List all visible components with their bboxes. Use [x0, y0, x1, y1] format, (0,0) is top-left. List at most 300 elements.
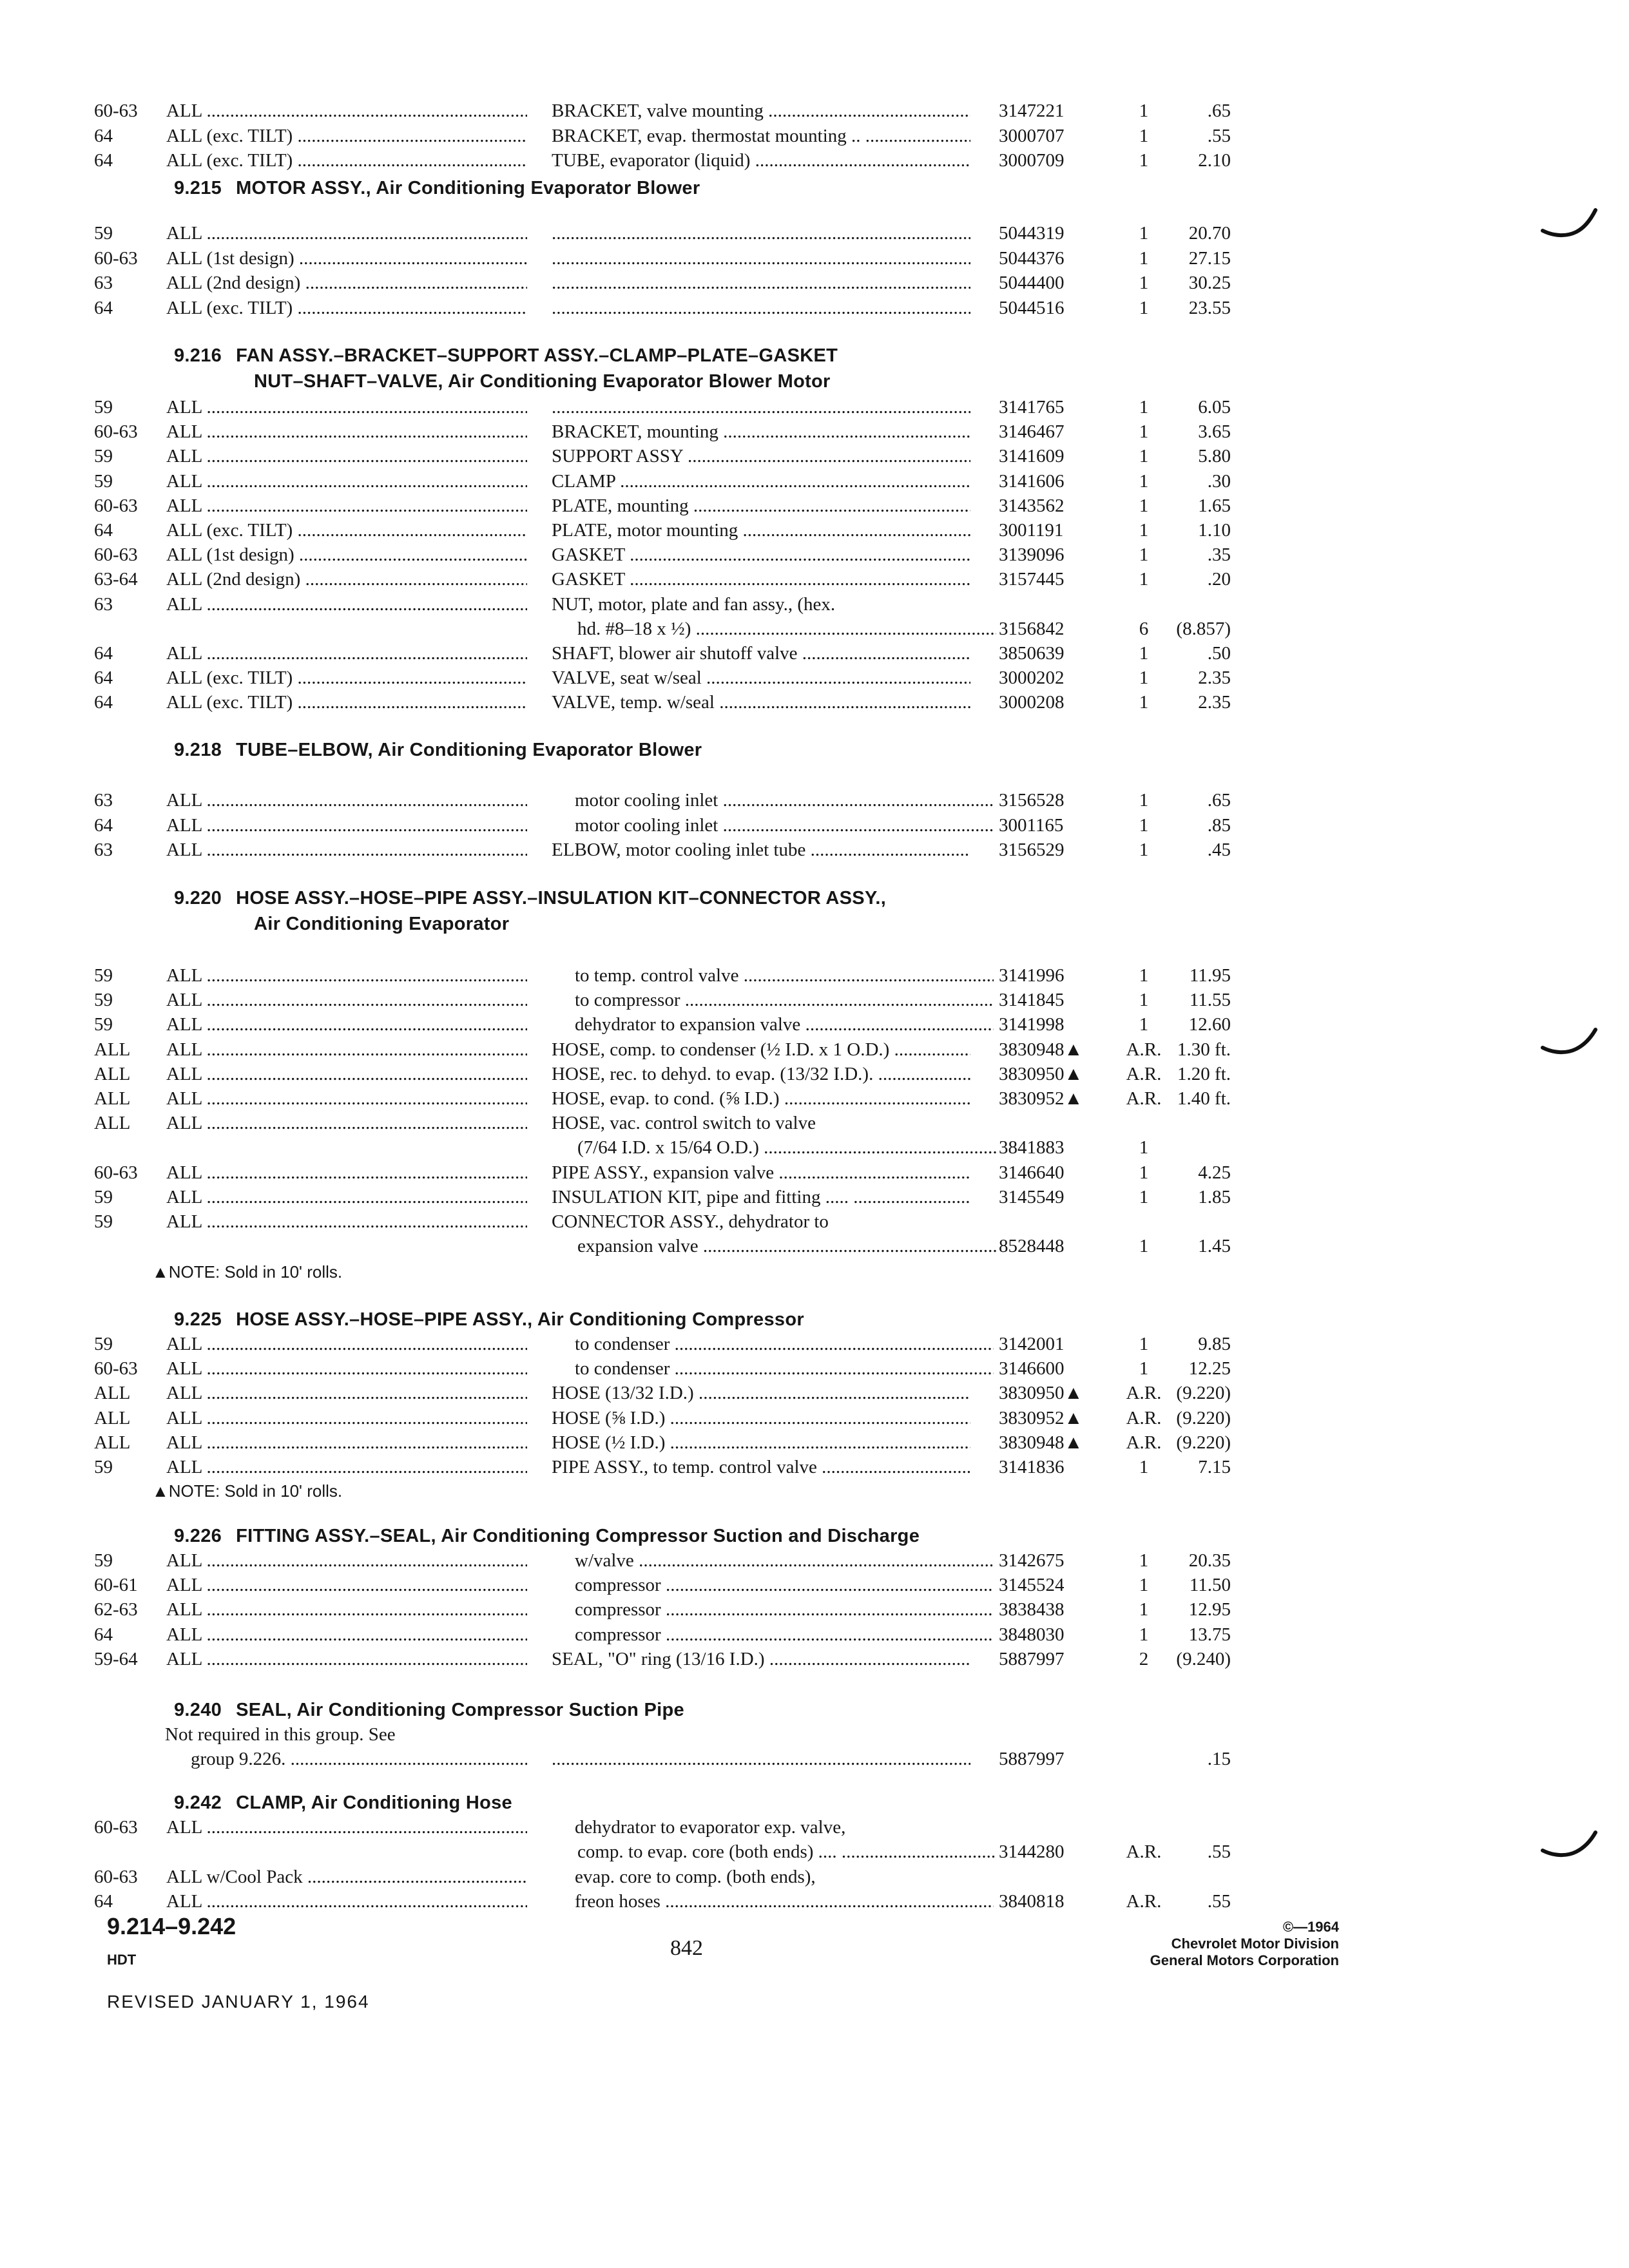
- quantity: 1: [1139, 643, 1149, 664]
- table-row: [0, 691, 1629, 714]
- model-application: ALL .....: [166, 1357, 527, 1380]
- quantity: 1: [1139, 495, 1149, 516]
- quantity: A.R.: [1126, 1890, 1162, 1912]
- part-number: 3830948▲: [999, 1039, 1083, 1060]
- part-description: HOSE (⅝ I.D.) .....: [552, 1407, 970, 1430]
- part-number: 3001191: [999, 520, 1064, 541]
- part-description: to condenser .....: [552, 1357, 994, 1380]
- part-number: 3146600: [999, 1358, 1065, 1379]
- model-application: ALL .....: [166, 1111, 527, 1135]
- model-application: ALL .....: [166, 789, 527, 812]
- model-application: ALL .....: [166, 1087, 527, 1110]
- part-description: HOSE (½ I.D.) .....: [552, 1431, 970, 1454]
- part-number: 3840818: [999, 1890, 1065, 1912]
- model-year: 60-63: [94, 1817, 138, 1838]
- part-number: 3139096: [999, 544, 1065, 566]
- table-row: [0, 494, 1629, 517]
- part-description: freon hoses .....: [552, 1890, 994, 1913]
- corporation-name: General Motors Corporation: [1150, 1952, 1339, 1968]
- quantity: 2: [1139, 1648, 1149, 1669]
- group-number: 9.225: [174, 1309, 222, 1330]
- part-number: 3830950▲: [999, 1063, 1083, 1084]
- model-year: 62-63: [94, 1599, 138, 1620]
- group-heading-9-215: [174, 175, 700, 201]
- model-application: ALL .....: [166, 1549, 527, 1572]
- table-row: [0, 124, 1629, 148]
- group-heading-9-218: [174, 737, 702, 763]
- leader-dots: [552, 1747, 970, 1771]
- model-application: ALL .....: [166, 494, 527, 517]
- table-row: [0, 593, 1629, 616]
- price: 4.25: [1198, 1162, 1231, 1183]
- price: 6.05: [1198, 397, 1231, 418]
- quantity: 1: [1139, 1186, 1149, 1207]
- model-application: ALL .....: [166, 1573, 527, 1597]
- table-row: [0, 1210, 1629, 1233]
- model-application: ALL (exc. TILT) .....: [166, 666, 527, 689]
- part-number: 5887997: [999, 1648, 1065, 1669]
- quantity: 1: [1139, 247, 1149, 269]
- part-description: VALVE, seat w/seal .....: [552, 666, 970, 689]
- quantity: 1: [1139, 1236, 1149, 1257]
- part-number: 3141606: [999, 470, 1065, 492]
- table-row: [0, 1623, 1629, 1646]
- price: .35: [1207, 544, 1231, 566]
- part-description: HOSE, rec. to dehyd. to evap. (13/32 I.D.). .....: [552, 1062, 970, 1086]
- model-year: ALL: [94, 1407, 131, 1428]
- price: (8.857): [1176, 618, 1231, 639]
- table-row: [0, 1161, 1629, 1184]
- part-number: 3000202: [999, 668, 1065, 689]
- part-number: 3838438: [999, 1599, 1065, 1620]
- table-row: [0, 642, 1629, 665]
- quantity: 1: [1139, 1014, 1149, 1035]
- note-text: ▲NOTE: Sold in 10' rolls.: [152, 1481, 343, 1501]
- division-name: Chevrolet Motor Division: [1171, 1936, 1339, 1952]
- table-row: [0, 838, 1629, 861]
- part-description: VALVE, temp. w/seal .....: [552, 691, 970, 714]
- table-row: [0, 222, 1629, 245]
- price: .30: [1207, 470, 1231, 492]
- check-mark-icon: [1540, 1024, 1598, 1063]
- model-year: 60-63: [94, 544, 138, 566]
- table-row: [0, 617, 1629, 640]
- price: .50: [1207, 643, 1231, 664]
- table-row: [0, 470, 1629, 493]
- model-year: 64: [94, 520, 113, 541]
- part-number: 3000709: [999, 150, 1065, 171]
- model-year: 59: [94, 397, 113, 418]
- part-description: PIPE ASSY., to temp. control valve .....: [552, 1456, 970, 1479]
- table-row: [0, 396, 1629, 419]
- part-description: GASKET .....: [552, 543, 970, 566]
- model-application: ALL .....: [166, 470, 527, 493]
- model-year: 59-64: [94, 1648, 138, 1669]
- group-subtitle: Air Conditioning Hose: [311, 1792, 512, 1813]
- quantity: 1: [1139, 990, 1149, 1011]
- group-range: 9.214–9.242: [107, 1913, 236, 1939]
- price: 1.30 ft.: [1177, 1039, 1231, 1060]
- part-number: 3144280: [999, 1841, 1065, 1863]
- table-row: [0, 964, 1629, 987]
- group-9-240-note: [0, 1723, 1629, 1746]
- model-application: ALL (exc. TILT) .....: [166, 519, 527, 542]
- table-row: [0, 519, 1629, 542]
- table-row: [0, 1038, 1629, 1061]
- model-application: ALL .....: [166, 1598, 527, 1621]
- group-number: 9.216: [174, 345, 222, 366]
- part-description: dehydrator to evaporator exp. valve,: [575, 1817, 846, 1838]
- table-row: [0, 296, 1629, 320]
- price: (9.240): [1176, 1648, 1231, 1669]
- price: 1.20 ft.: [1177, 1063, 1231, 1084]
- model-application: ALL .....: [166, 1038, 527, 1061]
- group-subtitle: Air Conditioning Evaporator Blower: [376, 178, 700, 198]
- quantity: A.R.: [1126, 1407, 1162, 1428]
- model-year: 60-63: [94, 247, 138, 269]
- part-number: 3001165: [999, 814, 1064, 836]
- table-row: [0, 1407, 1629, 1430]
- model-year: ALL: [94, 1039, 131, 1060]
- price: .45: [1207, 840, 1231, 860]
- group-number: 9.218: [174, 740, 222, 760]
- part-number: 3156842: [999, 618, 1065, 639]
- table-row: [0, 247, 1629, 270]
- part-description: to condenser .....: [552, 1332, 994, 1356]
- price: 9.85: [1198, 1334, 1231, 1354]
- part-number: 3141609: [999, 446, 1065, 467]
- table-row: [0, 1111, 1629, 1135]
- table-row: [0, 543, 1629, 566]
- quantity: 1: [1139, 692, 1149, 713]
- quantity: 1: [1139, 544, 1149, 566]
- group-title: MOTOR ASSY.,: [236, 178, 371, 198]
- price: 2.10: [1198, 150, 1231, 171]
- part-description: to compressor .....: [552, 988, 994, 1012]
- quantity: 1: [1139, 101, 1149, 121]
- part-description: [552, 247, 970, 270]
- quantity: 1: [1139, 1624, 1149, 1645]
- part-number: 5044400: [999, 273, 1065, 293]
- model-application: ALL .....: [166, 1407, 527, 1430]
- model-application: ALL .....: [166, 814, 527, 837]
- quantity: 1: [1139, 421, 1149, 443]
- part-number: 3141996: [999, 965, 1065, 986]
- part-description: BRACKET, mounting .....: [552, 420, 970, 443]
- part-description: compressor .....: [552, 1598, 994, 1621]
- quantity: 1: [1139, 297, 1149, 318]
- model-year: 64: [94, 125, 113, 146]
- model-year: ALL: [94, 1432, 131, 1453]
- quantity: 1: [1139, 790, 1149, 811]
- model-application: ALL .....: [166, 1816, 527, 1839]
- model-year: 60-63: [94, 1358, 138, 1379]
- group-title: FAN ASSY.–BRACKET–SUPPORT ASSY.–CLAMP–PLATE–GASKET: [236, 345, 838, 366]
- part-description: expansion valve .....: [552, 1235, 996, 1258]
- note-text: group 9.226. .....: [191, 1747, 527, 1771]
- group-subtitle: Air Conditioning Compressor: [537, 1309, 804, 1330]
- part-number: 3141998: [999, 1014, 1065, 1035]
- quantity: 1: [1139, 520, 1149, 541]
- part-description: evap. core to comp. (both ends),: [575, 1866, 816, 1887]
- model-application: ALL .....: [166, 222, 527, 245]
- model-year: 59: [94, 1186, 113, 1207]
- copyright-year: ©—1964: [1282, 1919, 1339, 1935]
- part-number: 5044516: [999, 297, 1065, 318]
- part-description: SHAFT, blower air shutoff valve .....: [552, 642, 970, 665]
- model-year: 59: [94, 446, 113, 467]
- part-number: 3143562: [999, 495, 1065, 516]
- model-application: ALL .....: [166, 1013, 527, 1036]
- table-row: [0, 1816, 1629, 1839]
- table-row: [0, 1332, 1629, 1356]
- part-description: HOSE (13/32 I.D.) .....: [552, 1381, 970, 1405]
- model-application: ALL .....: [166, 1890, 527, 1913]
- model-year: 64: [94, 1624, 113, 1645]
- quantity: 1: [1139, 397, 1149, 418]
- price: 20.70: [1188, 223, 1231, 244]
- group-number: 9.220: [174, 888, 222, 908]
- model-year: 64: [94, 150, 113, 171]
- part-description: TUBE, evaporator (liquid) .....: [552, 149, 970, 172]
- table-row: [0, 1747, 1629, 1771]
- part-description: [552, 222, 970, 245]
- quantity: 1: [1139, 1457, 1149, 1477]
- group-number: 9.240: [174, 1700, 222, 1720]
- price: .55: [1207, 1890, 1231, 1912]
- part-number: 3830952▲: [999, 1407, 1083, 1428]
- table-row: [0, 420, 1629, 443]
- table-row: [0, 271, 1629, 294]
- table-row: [0, 1456, 1629, 1479]
- price: 30.25: [1188, 273, 1231, 293]
- table-row: [0, 666, 1629, 689]
- group-heading-9-226: [174, 1523, 920, 1549]
- copyright-block: [1150, 1919, 1339, 1969]
- price: 12.25: [1188, 1358, 1231, 1379]
- quantity: 1: [1139, 446, 1149, 467]
- model-year: 63: [94, 840, 113, 860]
- part-number: 3830948▲: [999, 1432, 1083, 1453]
- model-year: 60-61: [94, 1575, 138, 1596]
- price: 11.95: [1189, 965, 1231, 986]
- part-number: 3146640: [999, 1162, 1065, 1183]
- part-description: HOSE, comp. to condenser (½ I.D. x 1 O.D.) .....: [552, 1038, 970, 1061]
- part-number: 5044319: [999, 223, 1065, 244]
- price: .65: [1207, 101, 1231, 121]
- model-application: ALL .....: [166, 593, 527, 616]
- model-year: ALL: [94, 1113, 131, 1134]
- model-year: 64: [94, 297, 113, 318]
- price: .65: [1207, 790, 1231, 811]
- model-application: ALL .....: [166, 838, 527, 861]
- price: 12.95: [1188, 1599, 1231, 1620]
- model-application: ALL w/Cool Pack .....: [166, 1865, 527, 1888]
- model-application: ALL .....: [166, 1332, 527, 1356]
- model-year: 59: [94, 1334, 113, 1354]
- table-row: [0, 988, 1629, 1012]
- model-year: 59: [94, 223, 113, 244]
- price: 3.65: [1198, 421, 1231, 443]
- model-application: ALL .....: [166, 1648, 527, 1671]
- price: 2.35: [1198, 692, 1231, 713]
- part-number: 3157445: [999, 569, 1065, 590]
- quantity: A.R.: [1126, 1383, 1162, 1404]
- quantity: 1: [1139, 1599, 1149, 1620]
- part-number: 8528448: [999, 1236, 1065, 1257]
- model-application: ALL .....: [166, 1062, 527, 1086]
- model-application: ALL .....: [166, 1161, 527, 1184]
- part-description: w/valve .....: [552, 1549, 994, 1572]
- table-row: [0, 99, 1629, 122]
- table-row: [0, 1598, 1629, 1621]
- group-heading-9-220-line2: [254, 911, 509, 937]
- model-year: 59: [94, 965, 113, 986]
- part-description: BRACKET, evap. thermostat mounting .. .....: [552, 124, 970, 148]
- part-number: 3000208: [999, 692, 1065, 713]
- model-application: ALL (exc. TILT) .....: [166, 149, 527, 172]
- table-row: [0, 1357, 1629, 1380]
- model-year: 63: [94, 593, 113, 615]
- price: .15: [1207, 1749, 1231, 1769]
- price: .20: [1207, 569, 1231, 590]
- price: .85: [1207, 814, 1231, 836]
- table-row: [0, 149, 1629, 172]
- part-description: SEAL, "O" ring (13/16 I.D.) .....: [552, 1648, 970, 1671]
- quantity: A.R.: [1126, 1841, 1162, 1863]
- model-year: 59: [94, 1014, 113, 1035]
- price: 1.85: [1198, 1186, 1231, 1207]
- price: 23.55: [1188, 297, 1231, 318]
- part-number: 3141845: [999, 990, 1065, 1011]
- part-description: to temp. control valve .....: [552, 964, 994, 987]
- quantity: 1: [1139, 1137, 1149, 1158]
- part-number: 3145524: [999, 1575, 1065, 1596]
- group-subtitle: Air Conditioning Compressor Suction and Discharge: [441, 1526, 920, 1546]
- model-year: ALL: [94, 1063, 131, 1084]
- part-number: 3142001: [999, 1334, 1065, 1354]
- part-number: 5044376: [999, 247, 1065, 269]
- part-description: [552, 296, 970, 320]
- group-heading-9-216-line2: [254, 369, 831, 394]
- part-description: INSULATION KIT, pipe and fitting ..... .....: [552, 1186, 970, 1209]
- model-year: ALL: [94, 1383, 131, 1404]
- quantity: 1: [1139, 1334, 1149, 1354]
- price: .55: [1207, 125, 1231, 146]
- model-year: 60-63: [94, 1162, 138, 1183]
- part-description: CONNECTOR ASSY., dehydrator to: [552, 1211, 829, 1232]
- quantity: A.R.: [1126, 1039, 1162, 1060]
- group-note: [0, 1479, 1629, 1503]
- quantity: 1: [1139, 840, 1149, 860]
- quantity: 1: [1139, 1550, 1149, 1571]
- part-number: 5887997: [999, 1749, 1065, 1769]
- group-title: HOSE ASSY.–HOSE–PIPE ASSY.–INSULATION KIT–CONNECTOR ASSY.,: [236, 888, 887, 908]
- model-application: ALL (1st design) .....: [166, 247, 527, 270]
- model-application: ALL .....: [166, 1456, 527, 1479]
- part-description: (7/64 I.D. x 15/64 O.D.) .....: [552, 1136, 996, 1159]
- quantity: 1: [1139, 569, 1149, 590]
- group-title: HOSE ASSY.–HOSE–PIPE ASSY.,: [236, 1309, 533, 1330]
- part-number: 3141836: [999, 1457, 1065, 1477]
- model-year: 64: [94, 1890, 113, 1912]
- part-number: 3850639: [999, 643, 1065, 664]
- part-description: [552, 271, 970, 294]
- quantity: 1: [1139, 668, 1149, 689]
- model-year: 63: [94, 790, 113, 811]
- price: 1.45: [1198, 1236, 1231, 1257]
- model-year: 59: [94, 1457, 113, 1477]
- model-application: ALL .....: [166, 642, 527, 665]
- table-row: [0, 1186, 1629, 1209]
- part-description: PLATE, motor mounting .....: [552, 519, 970, 542]
- group-title-line2: NUT–SHAFT–VALVE,: [254, 371, 443, 392]
- group-heading-9-220: [174, 885, 886, 911]
- model-application: ALL .....: [166, 988, 527, 1012]
- model-year: 60-63: [94, 1866, 138, 1887]
- quantity: 1: [1139, 470, 1149, 492]
- model-application: ALL (exc. TILT) .....: [166, 124, 527, 148]
- page-number: 842: [670, 1936, 703, 1960]
- catalog-code: HDT: [107, 1952, 137, 1968]
- model-year: 59: [94, 990, 113, 1011]
- group-subtitle: Air Conditioning Evaporator Blower Motor: [448, 371, 831, 392]
- table-row: [0, 1865, 1629, 1888]
- price: 1.40 ft.: [1177, 1088, 1231, 1109]
- model-application: ALL (exc. TILT) .....: [166, 691, 527, 714]
- model-application: ALL .....: [166, 1431, 527, 1454]
- note-text: Not required in this group. See: [165, 1724, 396, 1745]
- quantity: 1: [1139, 273, 1149, 293]
- part-description: HOSE, vac. control switch to valve: [552, 1113, 816, 1134]
- model-application: ALL .....: [166, 445, 527, 468]
- part-description: NUT, motor, plate and fan assy., (hex.: [552, 593, 836, 615]
- model-year: 60-63: [94, 101, 138, 121]
- quantity: 1: [1139, 1358, 1149, 1379]
- part-description: compressor .....: [552, 1623, 994, 1646]
- part-number: 3830952▲: [999, 1088, 1083, 1109]
- price: (9.220): [1176, 1432, 1231, 1453]
- model-application: ALL .....: [166, 1623, 527, 1646]
- model-application: ALL .....: [166, 1381, 527, 1405]
- part-description: [552, 396, 970, 419]
- group-note: [0, 1260, 1629, 1283]
- model-year: 59: [94, 1550, 113, 1571]
- model-application: ALL (1st design) .....: [166, 543, 527, 566]
- group-heading-9-216: [174, 343, 838, 369]
- table-row: [0, 568, 1629, 591]
- group-title: TUBE–ELBOW,: [236, 740, 373, 760]
- model-year: 63: [94, 273, 113, 293]
- part-description: HOSE, evap. to cond. (⅝ I.D.) .....: [552, 1087, 970, 1110]
- group-heading-9-242: [174, 1790, 512, 1816]
- quantity: 1: [1139, 814, 1149, 836]
- model-application: ALL (2nd design) .....: [166, 568, 527, 591]
- quantity: 6: [1139, 618, 1149, 639]
- model-year: 64: [94, 814, 113, 836]
- quantity: A.R.: [1126, 1088, 1162, 1109]
- price: 2.35: [1198, 668, 1231, 689]
- quantity: A.R.: [1126, 1063, 1162, 1084]
- model-year: 59: [94, 1211, 113, 1232]
- price: 11.55: [1189, 990, 1231, 1011]
- group-title: SEAL,: [236, 1700, 292, 1720]
- table-row: [0, 1136, 1629, 1159]
- part-number: 3142675: [999, 1550, 1065, 1571]
- price: 1.65: [1198, 495, 1231, 516]
- part-description: motor cooling inlet .....: [552, 814, 994, 837]
- model-year: 64: [94, 692, 113, 713]
